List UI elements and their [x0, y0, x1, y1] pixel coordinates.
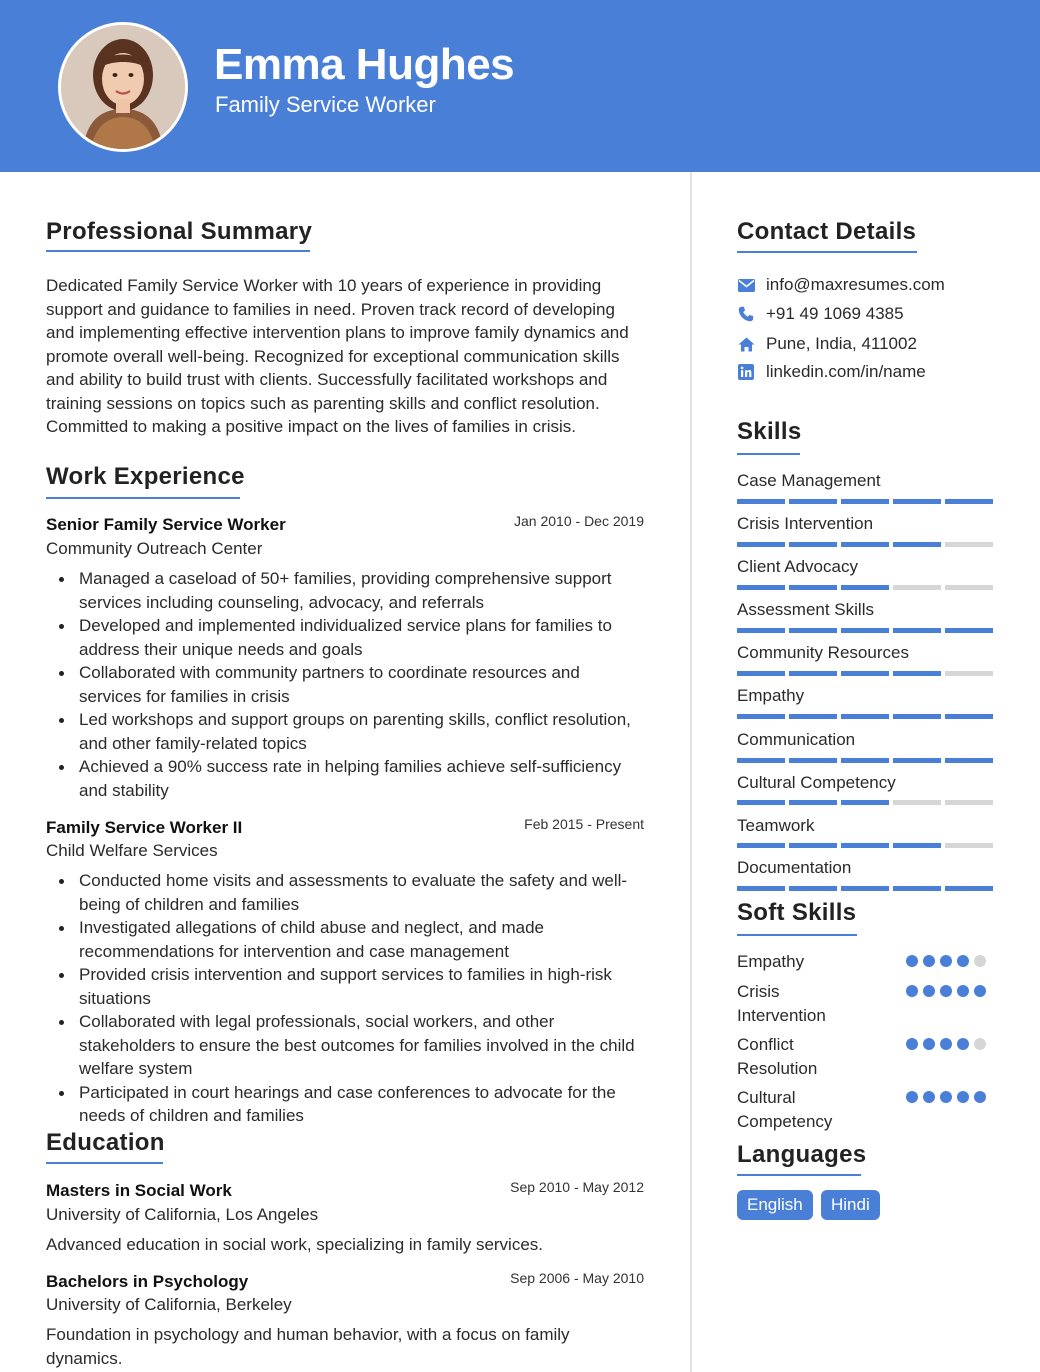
skill-level-segment: [945, 843, 993, 848]
skill-level-segment: [945, 671, 993, 676]
skill-name: Documentation: [737, 858, 852, 877]
job-bullet: Investigated allegations of child abuse and neglect, and made recommendations for intervention and case management: [46, 916, 646, 963]
education-school: University of California, Berkeley: [46, 1295, 292, 1314]
skill-level-bar: [737, 886, 993, 891]
soft-skills-heading: Soft Skills: [737, 899, 857, 926]
soft-skill-dot: [940, 955, 952, 967]
skill-level-segment: [945, 714, 993, 719]
soft-skill-rating: [906, 955, 986, 967]
education-heading: Education: [46, 1129, 165, 1156]
skill-level-segment: [841, 671, 889, 676]
job-organization: Child Welfare Services: [46, 841, 218, 860]
soft-skill-name: Empathy: [737, 952, 805, 971]
education-dates: Sep 2010 - May 2012: [510, 1179, 644, 1195]
soft-skill-rating: [906, 1091, 986, 1103]
skill-level-segment: [945, 800, 993, 805]
skill-name: Empathy: [737, 686, 805, 705]
skill-level-segment: [945, 499, 993, 504]
soft-skill-dot: [923, 1038, 935, 1050]
skill-level-bar: [737, 585, 993, 590]
skill-level-segment: [789, 886, 837, 891]
education-description: Foundation in psychology and human behavior, with a focus on family dynamics.: [46, 1325, 570, 1368]
soft-skill-dot: [974, 1091, 986, 1103]
soft-skill-dot: [957, 985, 969, 997]
skill-level-segment: [737, 671, 785, 676]
skill-level-segment: [945, 758, 993, 763]
skill-level-bar: [737, 800, 993, 805]
skill-level-segment: [893, 585, 941, 590]
skill-level-segment: [945, 628, 993, 633]
skill-level-segment: [789, 628, 837, 633]
skill-level-segment: [945, 542, 993, 547]
skill-level-segment: [737, 886, 785, 891]
job-bullet: Led workshops and support groups on parenting skills, conflict resolution, and other family-related topics: [46, 708, 646, 755]
skill-level-segment: [789, 542, 837, 547]
email-icon: [737, 276, 755, 294]
skill-name: Client Advocacy: [737, 557, 858, 576]
skill-level-segment: [893, 542, 941, 547]
skill-level-segment: [789, 714, 837, 719]
profile-photo-illustration: [61, 25, 185, 149]
skill-level-segment: [893, 758, 941, 763]
contact-linkedin[interactable]: [737, 360, 926, 384]
soft-skills-heading-underline: [737, 934, 857, 936]
soft-skill-dot: [906, 1091, 918, 1103]
resume-header: [0, 0, 1040, 172]
soft-skill-dot: [957, 955, 969, 967]
address-text: Pune, India, 411002: [766, 334, 917, 353]
soft-skill-dot: [957, 1038, 969, 1050]
linkedin-icon: [737, 363, 755, 381]
soft-skill-rating: [906, 985, 986, 997]
soft-skill-dot: [940, 985, 952, 997]
skill-level-segment: [841, 843, 889, 848]
skill-level-segment: [841, 714, 889, 719]
email-text: info@maxresumes.com: [766, 275, 945, 294]
skill-level-segment: [737, 499, 785, 504]
skill-level-segment: [893, 714, 941, 719]
skill-name: Cultural Competency: [737, 773, 896, 792]
skill-level-segment: [789, 843, 837, 848]
contact-email[interactable]: [737, 273, 945, 297]
soft-skill-dot: [974, 1038, 986, 1050]
contact-heading: Contact Details: [737, 218, 917, 245]
soft-skill-dot: [906, 985, 918, 997]
job-title: Family Service Worker II: [46, 818, 243, 837]
candidate-name: Emma Hughes: [214, 40, 515, 89]
skill-level-segment: [893, 499, 941, 504]
skill-level-segment: [893, 843, 941, 848]
home-icon: [737, 335, 755, 353]
job-bullet: Achieved a 90% success rate in helping families achieve self-sufficiency and stability: [46, 755, 646, 802]
education-degree: Masters in Social Work: [46, 1181, 232, 1200]
skill-name: Communication: [737, 730, 856, 749]
education-dates: Sep 2006 - May 2010: [510, 1270, 644, 1286]
skill-level-segment: [841, 886, 889, 891]
job-bullet: Participated in court hearings and case conferences to advocate for the needs of children and families: [46, 1081, 646, 1128]
linkedin-text: linkedin.com/in/name: [766, 362, 926, 381]
skill-level-segment: [737, 800, 785, 805]
soft-skill-dot: [940, 1091, 952, 1103]
skill-level-segment: [945, 886, 993, 891]
skill-name: Crisis Intervention: [737, 514, 874, 533]
skill-level-segment: [841, 800, 889, 805]
job-title: Senior Family Service Worker: [46, 515, 286, 534]
skill-level-segment: [789, 671, 837, 676]
job-bullets: [46, 567, 646, 802]
soft-skill-name: Crisis Intervention: [737, 982, 826, 1025]
skill-level-bar: [737, 843, 993, 848]
skill-level-segment: [841, 758, 889, 763]
education-degree: Bachelors in Psychology: [46, 1272, 249, 1291]
soft-skill-dot: [957, 1091, 969, 1103]
skill-level-segment: [841, 628, 889, 633]
language-tag: English: [737, 1190, 813, 1220]
job-bullet: Collaborated with legal professionals, social workers, and other stakeholders to ensure the best outcomes for families involved in the child welfare system: [46, 1010, 646, 1081]
phone-icon: [737, 305, 755, 323]
skill-level-bar: [737, 758, 993, 763]
skill-level-segment: [737, 843, 785, 848]
soft-skill-dot: [974, 985, 986, 997]
soft-skill-name: Cultural Competency: [737, 1088, 833, 1131]
column-divider: [690, 172, 692, 1372]
skill-level-bar: [737, 499, 993, 504]
contact-phone[interactable]: [737, 302, 904, 326]
skill-level-bar: [737, 671, 993, 676]
skill-level-bar: [737, 628, 993, 633]
skill-level-bar: [737, 542, 993, 547]
job-bullet: Developed and implemented individualized service plans for families to address their unique needs and goals: [46, 614, 646, 661]
skill-level-segment: [789, 585, 837, 590]
skill-level-segment: [945, 585, 993, 590]
skill-level-segment: [893, 886, 941, 891]
skill-level-segment: [789, 758, 837, 763]
soft-skill-dot: [974, 955, 986, 967]
candidate-role: Family Service Worker: [215, 92, 436, 117]
language-tag: Hindi: [821, 1190, 880, 1220]
contact-heading-underline: [737, 251, 917, 253]
soft-skill-dot: [923, 1091, 935, 1103]
skill-level-segment: [841, 499, 889, 504]
job-bullet: Collaborated with community partners to coordinate resources and services for families in crisis: [46, 661, 646, 708]
skill-level-segment: [841, 542, 889, 547]
soft-skill-dot: [906, 1038, 918, 1050]
education-heading-underline: [46, 1162, 163, 1164]
skill-name: Teamwork: [737, 816, 815, 835]
summary-heading-underline: [46, 250, 310, 252]
soft-skill-dot: [923, 985, 935, 997]
contact-address: [737, 332, 917, 356]
skill-name: Community Resources: [737, 643, 909, 662]
education-school: University of California, Los Angeles: [46, 1205, 319, 1224]
skill-level-segment: [841, 585, 889, 590]
soft-skill-dot: [940, 1038, 952, 1050]
skills-heading: Skills: [737, 418, 802, 445]
skill-level-segment: [737, 585, 785, 590]
skill-level-segment: [789, 499, 837, 504]
skill-level-bar: [737, 714, 993, 719]
soft-skill-rating: [906, 1038, 986, 1050]
job-bullet: Conducted home visits and assessments to evaluate the safety and well-being of children and families: [46, 869, 646, 916]
job-organization: Community Outreach Center: [46, 539, 263, 558]
job-bullet: Provided crisis intervention and support services to families in high-risk situations: [46, 963, 646, 1010]
skill-level-segment: [737, 714, 785, 719]
skill-name: Case Management: [737, 471, 881, 490]
languages-heading-underline: [737, 1174, 861, 1176]
skill-level-segment: [893, 628, 941, 633]
job-bullet: Managed a caseload of 50+ families, providing comprehensive support services including counseling, advocacy, and referrals: [46, 567, 646, 614]
skills-heading-underline: [737, 453, 800, 455]
skill-level-segment: [893, 800, 941, 805]
skill-level-segment: [737, 758, 785, 763]
skill-level-segment: [737, 628, 785, 633]
skill-level-segment: [893, 671, 941, 676]
summary-text: Dedicated Family Service Worker with 10 years of experience in providing support and guidance to families in need. Proven track record of developing and implementing effective intervention plans to improve family dynamics and promote overall well-being. Recognized for exceptional communication skills and ability to build trust with clients. Successfully facilitated workshops and training sessions on topics such as parenting skills and conflict resolution. Committed to making a positive impact on the lives of families in crisis.: [46, 276, 629, 436]
soft-skill-name: Conflict Resolution: [737, 1035, 818, 1078]
languages-heading: Languages: [737, 1141, 867, 1168]
experience-heading: Work Experience: [46, 463, 245, 490]
summary-heading: Professional Summary: [46, 218, 313, 245]
education-description: Advanced education in social work, specializing in family services.: [46, 1235, 544, 1254]
job-dates: Jan 2010 - Dec 2019: [514, 513, 644, 529]
soft-skill-dot: [906, 955, 918, 967]
job-bullets: [46, 869, 646, 1128]
skill-level-segment: [789, 800, 837, 805]
phone-text: +91 49 1069 4385: [766, 304, 904, 323]
skill-name: Assessment Skills: [737, 600, 874, 619]
soft-skill-dot: [923, 955, 935, 967]
job-dates: Feb 2015 - Present: [524, 816, 644, 832]
skill-level-segment: [737, 542, 785, 547]
experience-heading-underline: [46, 497, 240, 499]
profile-photo: [58, 22, 188, 152]
